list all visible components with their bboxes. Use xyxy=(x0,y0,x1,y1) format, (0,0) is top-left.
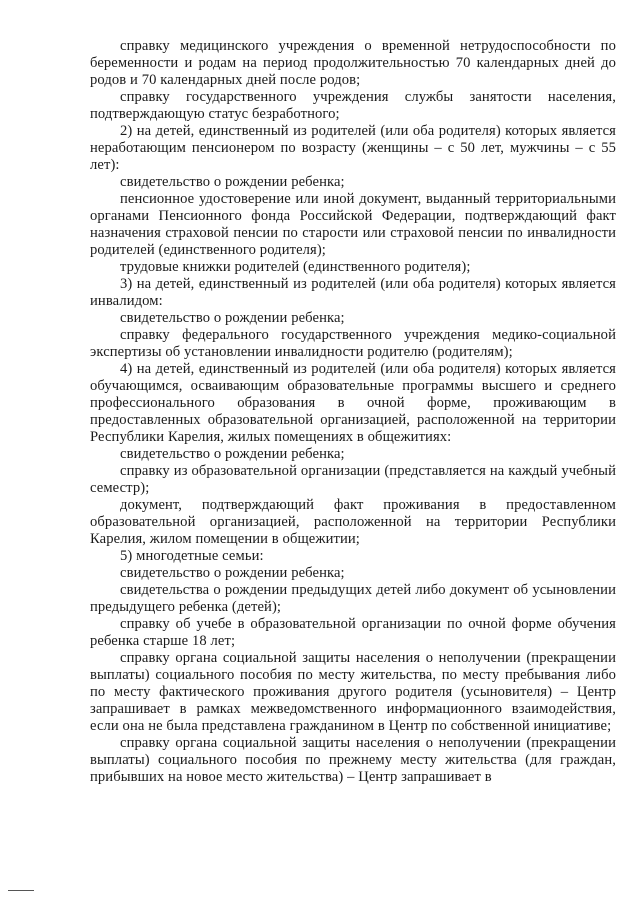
paragraph: 4) на детей, единственный из родителей (или оба родителя) которых является обучающимся, осваивающим образовательные программы высшего и среднего профессионального образования в очной форме, проживающим в предоставленных образовательной организацией, расположенной на территории Республики Карелия, жилых помещениях в общежитиях: xyxy=(90,361,616,445)
paragraph: 5) многодетные семьи: xyxy=(120,548,264,564)
footer-rule xyxy=(8,890,34,891)
paragraph: справку медицинского учреждения о временной нетрудоспособности по беременности и родам на период продолжительностью 70 календарных дней до родов и 70 календарных дней после родов; xyxy=(90,38,616,88)
paragraph: справку органа социальной защиты населения о неполучении (прекращении выплаты) социального пособия по месту жительства, по месту пребывания либо по месту фактического проживания другого родителя (усыновителя) – Центр запрашивает в рамках межведомственного информационного взаимодействия, если она не была представлена гражданином в Центр по собственной инициативе; xyxy=(90,650,616,734)
paragraph: документ, подтверждающий факт проживания в предоставленном образовательной организацией, расположенной на территории Республики Карелия, жилом помещении в общежитии; xyxy=(90,497,616,547)
paragraph: свидетельство о рождении ребенка; xyxy=(120,446,345,462)
paragraph: справку органа социальной защиты населения о неполучении (прекращении выплаты) социального пособия по прежнему месту жительства (для граждан, прибывших на новое место жительства) – Центр запрашивает в xyxy=(90,735,616,785)
paragraph: 3) на детей, единственный из родителей (или оба родителя) которых является инвалидом: xyxy=(90,276,616,309)
paragraph: справку об учебе в образовательной организации по очной форме обучения ребенка старше 18 лет; xyxy=(90,616,616,649)
paragraph: свидетельство о рождении ребенка; xyxy=(120,174,345,190)
paragraph: 2) на детей, единственный из родителей (или оба родителя) которых является неработающим пенсионером по возрасту (женщины – с 50 лет, мужчины – с 55 лет): xyxy=(90,123,616,173)
paragraph: пенсионное удостоверение или иной документ, выданный территориальными органами Пенсионного фонда Российской Федерации, подтверждающий факт назначения страховой пенсии по старости или страховой пенсии по инвалидности родителей (единственного родителя); xyxy=(90,191,616,258)
paragraph: справку федерального государственного учреждения медико-социальной экспертизы об установлении инвалидности родителю (родителям); xyxy=(90,327,616,360)
paragraph: свидетельства о рождении предыдущих детей либо документ об усыновлении предыдущего ребенка (детей); xyxy=(90,582,616,615)
paragraph: свидетельство о рождении ребенка; xyxy=(120,310,345,326)
paragraph: свидетельство о рождении ребенка; xyxy=(120,565,345,581)
paragraph: трудовые книжки родителей (единственного родителя); xyxy=(120,259,471,275)
paragraph: справку государственного учреждения службы занятости населения, подтверждающую статус безработного; xyxy=(90,89,616,122)
paragraph: справку из образовательной организации (представляется на каждый учебный семестр); xyxy=(90,463,616,496)
